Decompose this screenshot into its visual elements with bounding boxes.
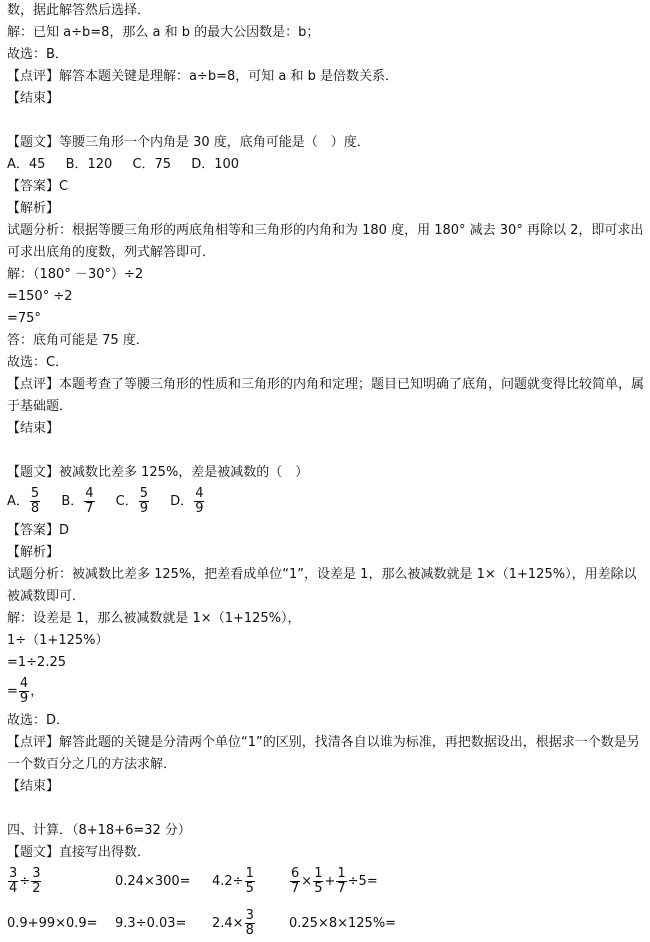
calc-item: $\frac{3}{4}$ ÷ $\frac{3}{2}$ [9,866,41,896]
calc-item: 0.24×300= [115,874,191,889]
fraction: $\frac{4}{7}$ [85,486,94,516]
question-options [7,484,647,520]
fraction: $\frac{4}{9}$ [195,486,204,516]
solution-line: =75° [7,311,41,326]
comment-text: 【点评】解答此题的关键是分清两个单位“1”的区别，找清各自以谁为标准，再把数据设出，根据求一个数是另一个数百分之几的方法求解． [7,735,640,772]
calc-row [7,906,647,942]
answer-line: 【答案】C [7,179,69,194]
calc-item: 2.4× $\frac{3}{8}$ [212,908,254,938]
solution-line: 解：设差是 1，那么被减数就是 1×（1+125%）， [7,611,301,626]
section-title: 四、计算．（8+18+6=32 分） [7,823,191,838]
fraction: $\frac{1}{7}$ [337,866,346,896]
fraction: $\frac{3}{8}$ [245,908,254,938]
option-c: C．75 [132,157,172,172]
option-d: D． $\frac{4}{9}$ [170,486,204,516]
solution-line: =1÷2.25 [7,655,67,670]
end-marker: 【结束】 [7,91,60,106]
option-a: A．45 [7,157,46,172]
option-b: B．120 [65,157,113,172]
solution-line: 1÷（1+125%） [7,633,109,648]
solution-line: 解：已知 a÷b=8，那么 a 和 b 的最大公因数是：b； [7,25,320,40]
analysis-text: 试题分析：根据等腰三角形的两底角相等和三角形的内角和为 180 度，用 180° 减去 30° 再除以 2，即可求出可求出底角的度数，列式解答即可． [7,223,644,260]
question-options [7,154,647,176]
fraction: $\frac{4}{9}$ [19,676,29,706]
end-marker: 【结束】 [7,779,60,794]
analysis-header: 【解析】 [7,545,60,560]
option-b: B． $\frac{4}{7}$ [61,486,94,516]
fraction: $\frac{6}{7}$ [291,866,300,896]
answer-line: 【答案】D [7,523,70,538]
solution-line: =150° ÷2 [7,289,73,304]
calc-item: 0.25×8×125%= [289,916,397,931]
section-subtitle: 【题文】直接写出得数． [7,845,151,860]
question-title: 【题文】等腰三角形一个内角是 30 度，底角可能是（ ）度． [7,135,370,150]
fraction: $\frac{1}{5}$ [245,866,254,896]
calc-item: 0.9+99×0.9= [7,916,98,931]
option-a: A． $\frac{5}{8}$ [7,486,40,516]
choice-line: 故选：B． [7,47,68,62]
fraction: $\frac{5}{9}$ [139,486,149,516]
option-d: D．100 [191,157,240,172]
end-marker: 【结束】 [7,421,60,436]
solution-line: 答：底角可能是 75 度． [7,333,149,348]
analysis-text: 试题分析：被减数比差多 125%，把差看成单位“1”，设差是 1，那么被减数就是 1×（1+125%），用差除以被减数即可． [7,567,637,604]
question-title: 【题文】被减数比差多 125%，差是被减数的（ ） [7,465,309,480]
calc-item: 4.2÷ $\frac{1}{5}$ [212,866,254,896]
text-line: 数，据此解答然后选择． [7,3,151,18]
calc-item: 9.3÷0.03= [115,916,187,931]
choice-line: 故选：D． [7,713,70,728]
fraction: $\frac{3}{2}$ [32,866,41,896]
calc-row [7,864,647,900]
fraction: $\frac{5}{8}$ [30,486,40,516]
calc-item: $\frac{6}{7}$ × $\frac{1}{5}$ + $\frac{1}{7}$ ÷5= [291,866,378,896]
fraction: $\frac{3}{4}$ [9,866,18,896]
comment-text: 【点评】本题考查了等腰三角形的性质和三角形的内角和定理；题目已知明确了底角，问题就变得比较简单，属于基础题． [7,377,645,414]
document-page [7,0,647,942]
option-c: C． $\frac{5}{9}$ [115,486,149,516]
choice-line: 故选：C． [7,355,69,370]
comment-line: 【点评】解答本题关键是理解：a÷b=8，可知 a 和 b 是倍数关系． [7,69,399,84]
analysis-header: 【解析】 [7,201,60,216]
fraction: $\frac{1}{5}$ [314,866,323,896]
solution-line: 解：（180° －30°）÷2 [7,267,144,282]
solution-line: = $\frac{4}{9}$ ， [7,676,44,706]
